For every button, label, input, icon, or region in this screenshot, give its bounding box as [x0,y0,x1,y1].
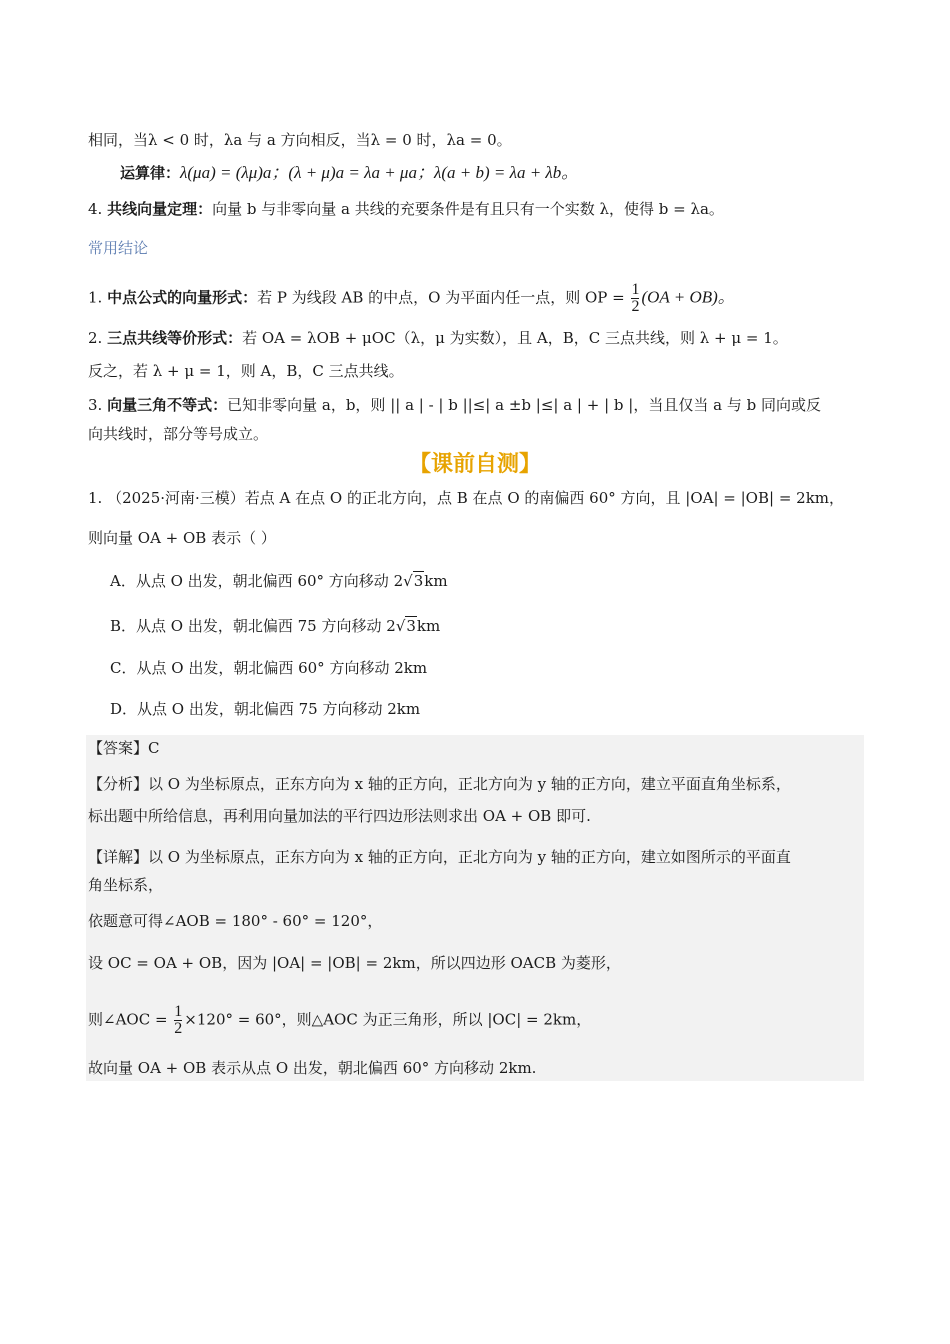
sqrt-symbol: √ [403,572,413,590]
item-text-2: (OA + OB)。 [641,287,735,307]
analysis-line [88,773,791,795]
detail-line-4: 设 OC = OA + OB，因为 |OA| = |OB| = 2km，所以四边形 OACB 为菱形， [88,954,621,972]
question-stem-cont: 则向量 OA + OB 表示（ ） [88,529,276,547]
answer-line: 【答案】C [88,739,160,757]
item-label: 中点公式的向量形式： [107,288,258,307]
option-text: 从点 O 出发，朝北偏西 60° 方向移动 2km [136,659,428,677]
option-text: 从点 O 出发，朝北偏西 75 方向移动 2 [136,617,396,635]
conclusion-3 [88,394,821,416]
option-a[interactable] [110,570,448,592]
option-c[interactable] [110,657,427,679]
analysis-text: 以 O 为坐标原点，正东方向为 x 轴的正方向，正北方向为 y 轴的正方向，建立平面直角坐标系， [148,775,791,793]
detail-line-6: 故向量 OA + OB 表示从点 O 出发，朝北偏西 60° 方向移动 2km. [88,1059,537,1077]
item-text: 已知非零向量 a，b，则 || a | - | b ||≤| a ±b |≤| a | + | b |，当且仅当 a 与 b 同向或反 [227,396,821,414]
section-heading: 常用结论 [88,239,149,257]
item-number: 3. [88,396,103,414]
conclusion-3-cont: 向共线时，部分等号成立。 [88,425,269,443]
sqrt-radicand: 3 [406,617,416,635]
detail-line [88,846,791,868]
item-text: 若 P 为线段 AB 的中点，O 为平面内任一点，则 OP = [257,288,625,307]
fraction [174,1004,182,1037]
text-line: 相同，当λ < 0 时，λa 与 a 方向相反，当λ = 0 时，λa = 0。 [88,131,512,149]
question-stem: 1. （2025·河南·三模）若点 A 在点 O 的正北方向，点 B 在点 O 的南偏西 60° 方向，且 |OA| = |OB| = 2km， [88,489,845,507]
detail-text: 以 O 为坐标原点，正东方向为 x 轴的正方向，正北方向为 y 轴的正方向，建立如图所示的平面直 [148,848,791,866]
item-text: 向量 b 与非零向量 a 共线的充要条件是有且只有一个实数 λ，使得 b = λa。 [212,200,724,218]
section-title: 【课前自测】 [408,452,541,477]
option-unit: km [416,617,441,635]
detail-text-a: 则∠AOC = [88,1010,168,1029]
option-letter: A． [110,572,136,590]
item-label: 向量三角不等式： [107,396,228,414]
conclusion-2 [88,327,788,349]
detail-line-5 [88,1004,591,1037]
option-letter: B． [110,617,137,635]
rules-text: λ(μa) = (λμ)a；(λ + μ)a = λa + μa；λ(a + b) = λa + λb。 [180,163,579,182]
fraction-numerator: 1 [174,1003,183,1020]
fraction-denominator: 2 [631,298,640,315]
operation-rules [120,162,578,184]
analysis-line-2: 标出题中所给信息，再利用向量加法的平行四边形法则求出 OA + OB 即可. [88,807,591,825]
detail-line-2: 角坐标系， [88,876,164,894]
option-unit: km [424,572,448,590]
detail-text-b: ×120° = 60°，则△AOC 为正三角形，所以 |OC| = 2km， [184,1010,592,1029]
option-letter: D． [110,700,138,718]
option-letter: C． [110,659,137,677]
analysis-label: 【分析】 [88,775,149,793]
option-d[interactable] [110,698,420,720]
conclusion-1 [88,282,735,315]
item-label: 共线向量定理： [107,200,213,218]
item-number: 4. [88,200,103,218]
fraction [631,282,639,315]
item-label: 三点共线等价形式： [107,329,243,347]
sqrt-radicand: 3 [413,572,424,590]
conclusion-2-cont: 反之，若 λ + μ = 1，则 A，B，C 三点共线。 [88,362,404,380]
item-text: 若 OA = λOB + μOC（λ，μ 为实数），且 A，B，C 三点共线，则 λ + μ = 1。 [242,329,788,347]
theorem-item-4 [88,198,724,220]
rules-label: 运算律： [120,164,181,182]
detail-label: 【详解】 [88,848,149,866]
item-number: 2. [88,329,103,347]
fraction-numerator: 1 [631,281,640,298]
sqrt-symbol: √ [395,617,406,635]
detail-line-3: 依题意可得∠AOB = 180° - 60° = 120°， [88,912,383,930]
option-b[interactable] [110,615,440,637]
fraction-denominator: 2 [174,1020,183,1037]
option-text: 从点 O 出发，朝北偏西 75 方向移动 2km [137,700,421,718]
item-number: 1. [88,288,103,307]
option-text: 从点 O 出发，朝北偏西 60° 方向移动 2 [135,572,404,590]
